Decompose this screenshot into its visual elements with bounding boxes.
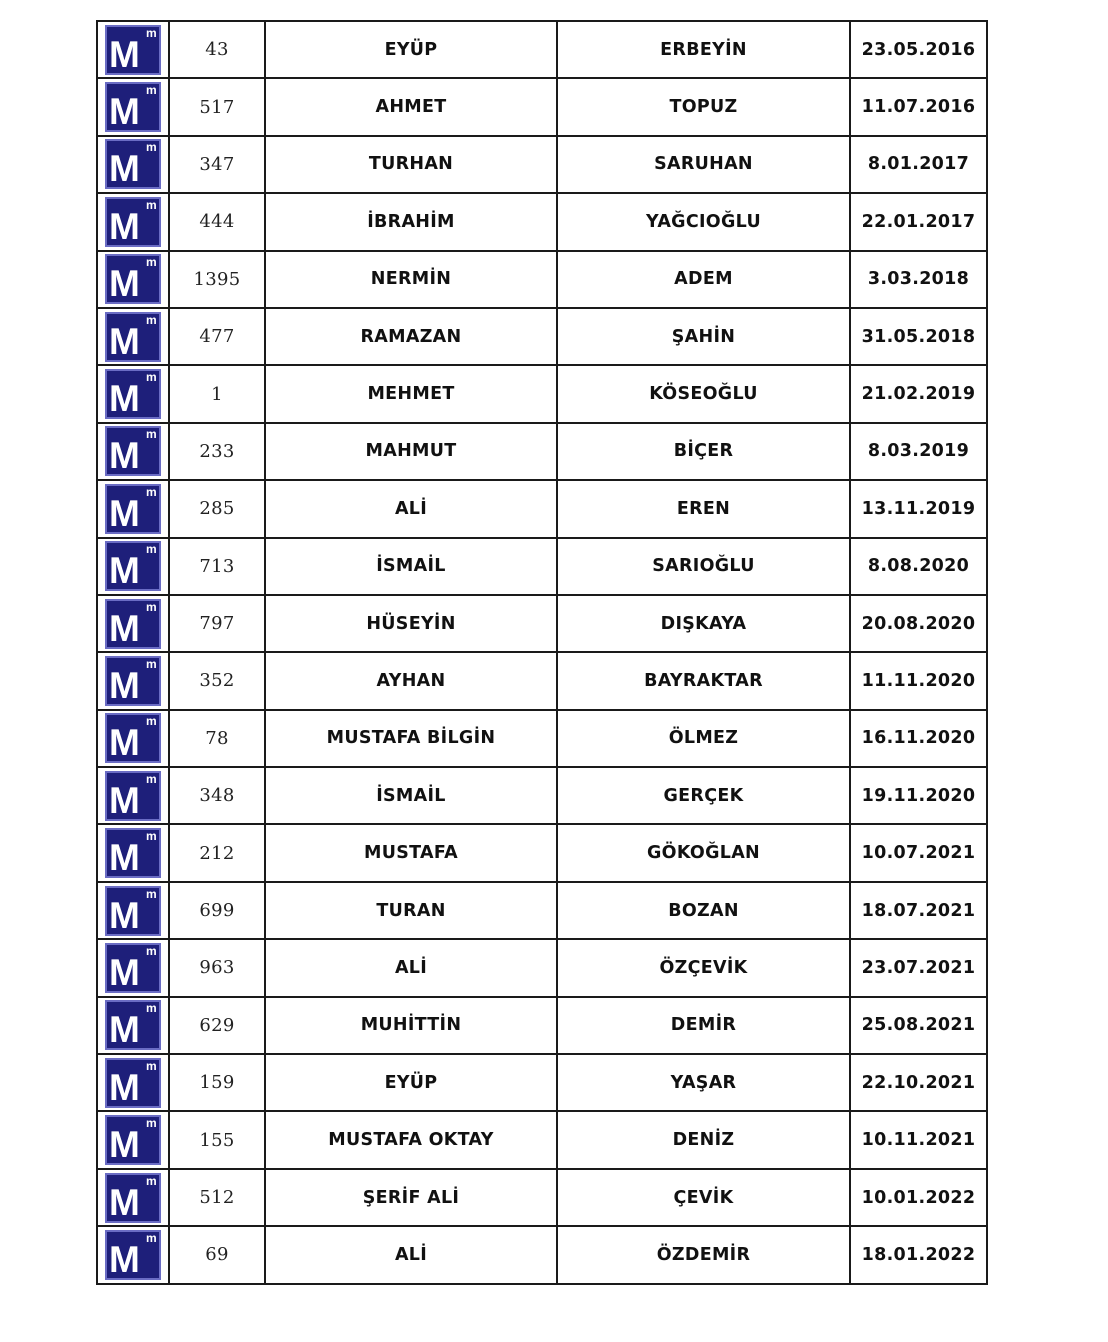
logo-small-letters: m (146, 370, 157, 385)
mm-logo (105, 1115, 161, 1165)
mm-logo (105, 139, 161, 189)
logo-big-letter: M (109, 263, 139, 305)
first-name: AYHAN (265, 652, 557, 709)
first-name: MAHMUT (265, 423, 557, 480)
table-row (97, 939, 987, 996)
mm-logo (105, 541, 161, 591)
logo-cell (97, 193, 169, 250)
logo-cell (97, 21, 169, 78)
table-row (97, 1169, 987, 1226)
table-row (97, 308, 987, 365)
logo-small-letters: m (146, 1173, 157, 1188)
member-number: 155 (169, 1111, 265, 1168)
logo-cell (97, 538, 169, 595)
logo-small-letters: m (146, 943, 157, 958)
first-name: İSMAİL (265, 538, 557, 595)
last-name: GERÇEK (557, 767, 850, 824)
logo-big-letter: M (109, 607, 139, 649)
first-name: ŞERİF ALİ (265, 1169, 557, 1226)
mm-logo (105, 713, 161, 763)
logo-big-letter: M (109, 664, 139, 706)
date: 3.03.2018 (850, 251, 987, 308)
table-row (97, 21, 987, 78)
logo-big-letter: M (109, 1238, 139, 1280)
logo-big-letter: M (109, 951, 139, 993)
table-row (97, 1226, 987, 1283)
first-name: MUHİTTİN (265, 997, 557, 1054)
date: 8.08.2020 (850, 538, 987, 595)
date: 21.02.2019 (850, 365, 987, 422)
logo-big-letter: M (109, 435, 139, 477)
logo-small-letters: m (146, 25, 157, 40)
last-name: GÖKOĞLAN (557, 824, 850, 881)
member-number: 43 (169, 21, 265, 78)
date: 13.11.2019 (850, 480, 987, 537)
date: 20.08.2020 (850, 595, 987, 652)
logo-cell (97, 251, 169, 308)
mm-logo (105, 254, 161, 304)
logo-big-letter: M (109, 378, 139, 420)
logo-small-letters: m (146, 255, 157, 270)
first-name: MUSTAFA (265, 824, 557, 881)
mm-logo (105, 886, 161, 936)
first-name: ALİ (265, 939, 557, 996)
table-row (97, 538, 987, 595)
logo-small-letters: m (146, 1058, 157, 1073)
mm-logo (105, 1058, 161, 1108)
table-row (97, 882, 987, 939)
logo-big-letter: M (109, 1124, 139, 1166)
table-row (97, 824, 987, 881)
member-number: 69 (169, 1226, 265, 1283)
member-table-body (97, 21, 987, 1284)
table-row (97, 480, 987, 537)
last-name: BİÇER (557, 423, 850, 480)
logo-small-letters: m (146, 1116, 157, 1131)
date: 10.01.2022 (850, 1169, 987, 1226)
first-name: EYÜP (265, 21, 557, 78)
last-name: ÖZÇEVİK (557, 939, 850, 996)
last-name: ADEM (557, 251, 850, 308)
mm-logo (105, 426, 161, 476)
logo-small-letters: m (146, 542, 157, 557)
first-name: TURAN (265, 882, 557, 939)
logo-small-letters: m (146, 829, 157, 844)
logo-big-letter: M (109, 837, 139, 879)
date: 8.03.2019 (850, 423, 987, 480)
logo-cell (97, 136, 169, 193)
mm-logo (105, 25, 161, 75)
member-number: 797 (169, 595, 265, 652)
logo-small-letters: m (146, 427, 157, 442)
logo-big-letter: M (109, 894, 139, 936)
logo-small-letters: m (146, 197, 157, 212)
last-name: TOPUZ (557, 78, 850, 135)
table-row (97, 997, 987, 1054)
logo-cell (97, 423, 169, 480)
table-row (97, 1054, 987, 1111)
first-name: AHMET (265, 78, 557, 135)
date: 18.01.2022 (850, 1226, 987, 1283)
member-table (96, 20, 988, 1285)
logo-small-letters: m (146, 599, 157, 614)
member-number: 233 (169, 423, 265, 480)
mm-logo (105, 599, 161, 649)
first-name: İBRAHİM (265, 193, 557, 250)
mm-logo (105, 484, 161, 534)
date: 11.11.2020 (850, 652, 987, 709)
logo-small-letters: m (146, 771, 157, 786)
logo-cell (97, 308, 169, 365)
last-name: DEMİR (557, 997, 850, 1054)
last-name: ERBEYİN (557, 21, 850, 78)
logo-small-letters: m (146, 886, 157, 901)
member-number: 348 (169, 767, 265, 824)
member-number: 352 (169, 652, 265, 709)
last-name: EREN (557, 480, 850, 537)
table-row (97, 78, 987, 135)
date: 19.11.2020 (850, 767, 987, 824)
last-name: YAŞAR (557, 1054, 850, 1111)
table-row (97, 1111, 987, 1168)
logo-cell (97, 1226, 169, 1283)
last-name: SARUHAN (557, 136, 850, 193)
table-row (97, 710, 987, 767)
logo-cell (97, 1054, 169, 1111)
logo-cell (97, 1169, 169, 1226)
date: 10.11.2021 (850, 1111, 987, 1168)
member-number: 713 (169, 538, 265, 595)
logo-small-letters: m (146, 1001, 157, 1016)
last-name: ÇEVİK (557, 1169, 850, 1226)
logo-cell (97, 365, 169, 422)
logo-big-letter: M (109, 1066, 139, 1108)
first-name: MUSTAFA OKTAY (265, 1111, 557, 1168)
member-number: 963 (169, 939, 265, 996)
logo-small-letters: m (146, 1230, 157, 1245)
first-name: NERMİN (265, 251, 557, 308)
last-name: YAĞCIOĞLU (557, 193, 850, 250)
logo-big-letter: M (109, 492, 139, 534)
table-row (97, 193, 987, 250)
first-name: HÜSEYİN (265, 595, 557, 652)
mm-logo (105, 943, 161, 993)
logo-big-letter: M (109, 779, 139, 821)
member-number: 517 (169, 78, 265, 135)
member-number: 1395 (169, 251, 265, 308)
logo-big-letter: M (109, 722, 139, 764)
logo-cell (97, 710, 169, 767)
date: 18.07.2021 (850, 882, 987, 939)
date: 8.01.2017 (850, 136, 987, 193)
last-name: ŞAHİN (557, 308, 850, 365)
mm-logo (105, 82, 161, 132)
mm-logo (105, 1000, 161, 1050)
logo-cell (97, 997, 169, 1054)
mm-logo (105, 828, 161, 878)
member-number: 347 (169, 136, 265, 193)
table-row (97, 652, 987, 709)
logo-cell (97, 767, 169, 824)
date: 31.05.2018 (850, 308, 987, 365)
logo-cell (97, 78, 169, 135)
logo-small-letters: m (146, 714, 157, 729)
logo-cell (97, 882, 169, 939)
logo-cell (97, 652, 169, 709)
last-name: BAYRAKTAR (557, 652, 850, 709)
logo-big-letter: M (109, 33, 139, 75)
logo-big-letter: M (109, 148, 139, 190)
mm-logo (105, 771, 161, 821)
last-name: DENİZ (557, 1111, 850, 1168)
table-row (97, 365, 987, 422)
table-row (97, 251, 987, 308)
first-name: MEHMET (265, 365, 557, 422)
logo-cell (97, 939, 169, 996)
member-number: 78 (169, 710, 265, 767)
first-name: RAMAZAN (265, 308, 557, 365)
logo-big-letter: M (109, 1181, 139, 1223)
mm-logo (105, 312, 161, 362)
mm-logo (105, 1230, 161, 1280)
first-name: EYÜP (265, 1054, 557, 1111)
date: 10.07.2021 (850, 824, 987, 881)
logo-small-letters: m (146, 312, 157, 327)
logo-big-letter: M (109, 320, 139, 362)
logo-cell (97, 824, 169, 881)
first-name: ALİ (265, 1226, 557, 1283)
first-name: ALİ (265, 480, 557, 537)
member-number: 159 (169, 1054, 265, 1111)
logo-big-letter: M (109, 91, 139, 133)
member-number: 1 (169, 365, 265, 422)
member-number: 629 (169, 997, 265, 1054)
date: 16.11.2020 (850, 710, 987, 767)
member-number: 699 (169, 882, 265, 939)
member-number: 444 (169, 193, 265, 250)
member-number: 285 (169, 480, 265, 537)
date: 25.08.2021 (850, 997, 987, 1054)
logo-small-letters: m (146, 140, 157, 155)
table-row (97, 595, 987, 652)
logo-small-letters: m (146, 484, 157, 499)
mm-logo (105, 656, 161, 706)
date: 23.05.2016 (850, 21, 987, 78)
first-name: TURHAN (265, 136, 557, 193)
table-row (97, 423, 987, 480)
date: 22.10.2021 (850, 1054, 987, 1111)
mm-logo (105, 369, 161, 419)
logo-big-letter: M (109, 550, 139, 592)
last-name: ÖLMEZ (557, 710, 850, 767)
date: 11.07.2016 (850, 78, 987, 135)
logo-big-letter: M (109, 205, 139, 247)
last-name: KÖSEOĞLU (557, 365, 850, 422)
logo-cell (97, 595, 169, 652)
member-number: 512 (169, 1169, 265, 1226)
date: 22.01.2017 (850, 193, 987, 250)
mm-logo (105, 1173, 161, 1223)
logo-cell (97, 1111, 169, 1168)
member-number: 477 (169, 308, 265, 365)
first-name: İSMAİL (265, 767, 557, 824)
member-number: 212 (169, 824, 265, 881)
logo-big-letter: M (109, 1009, 139, 1051)
table-row (97, 136, 987, 193)
first-name: MUSTAFA BİLGİN (265, 710, 557, 767)
last-name: BOZAN (557, 882, 850, 939)
logo-cell (97, 480, 169, 537)
date: 23.07.2021 (850, 939, 987, 996)
table-row (97, 767, 987, 824)
mm-logo (105, 197, 161, 247)
last-name: ÖZDEMİR (557, 1226, 850, 1283)
last-name: SARIOĞLU (557, 538, 850, 595)
last-name: DIŞKAYA (557, 595, 850, 652)
logo-small-letters: m (146, 83, 157, 98)
logo-small-letters: m (146, 656, 157, 671)
